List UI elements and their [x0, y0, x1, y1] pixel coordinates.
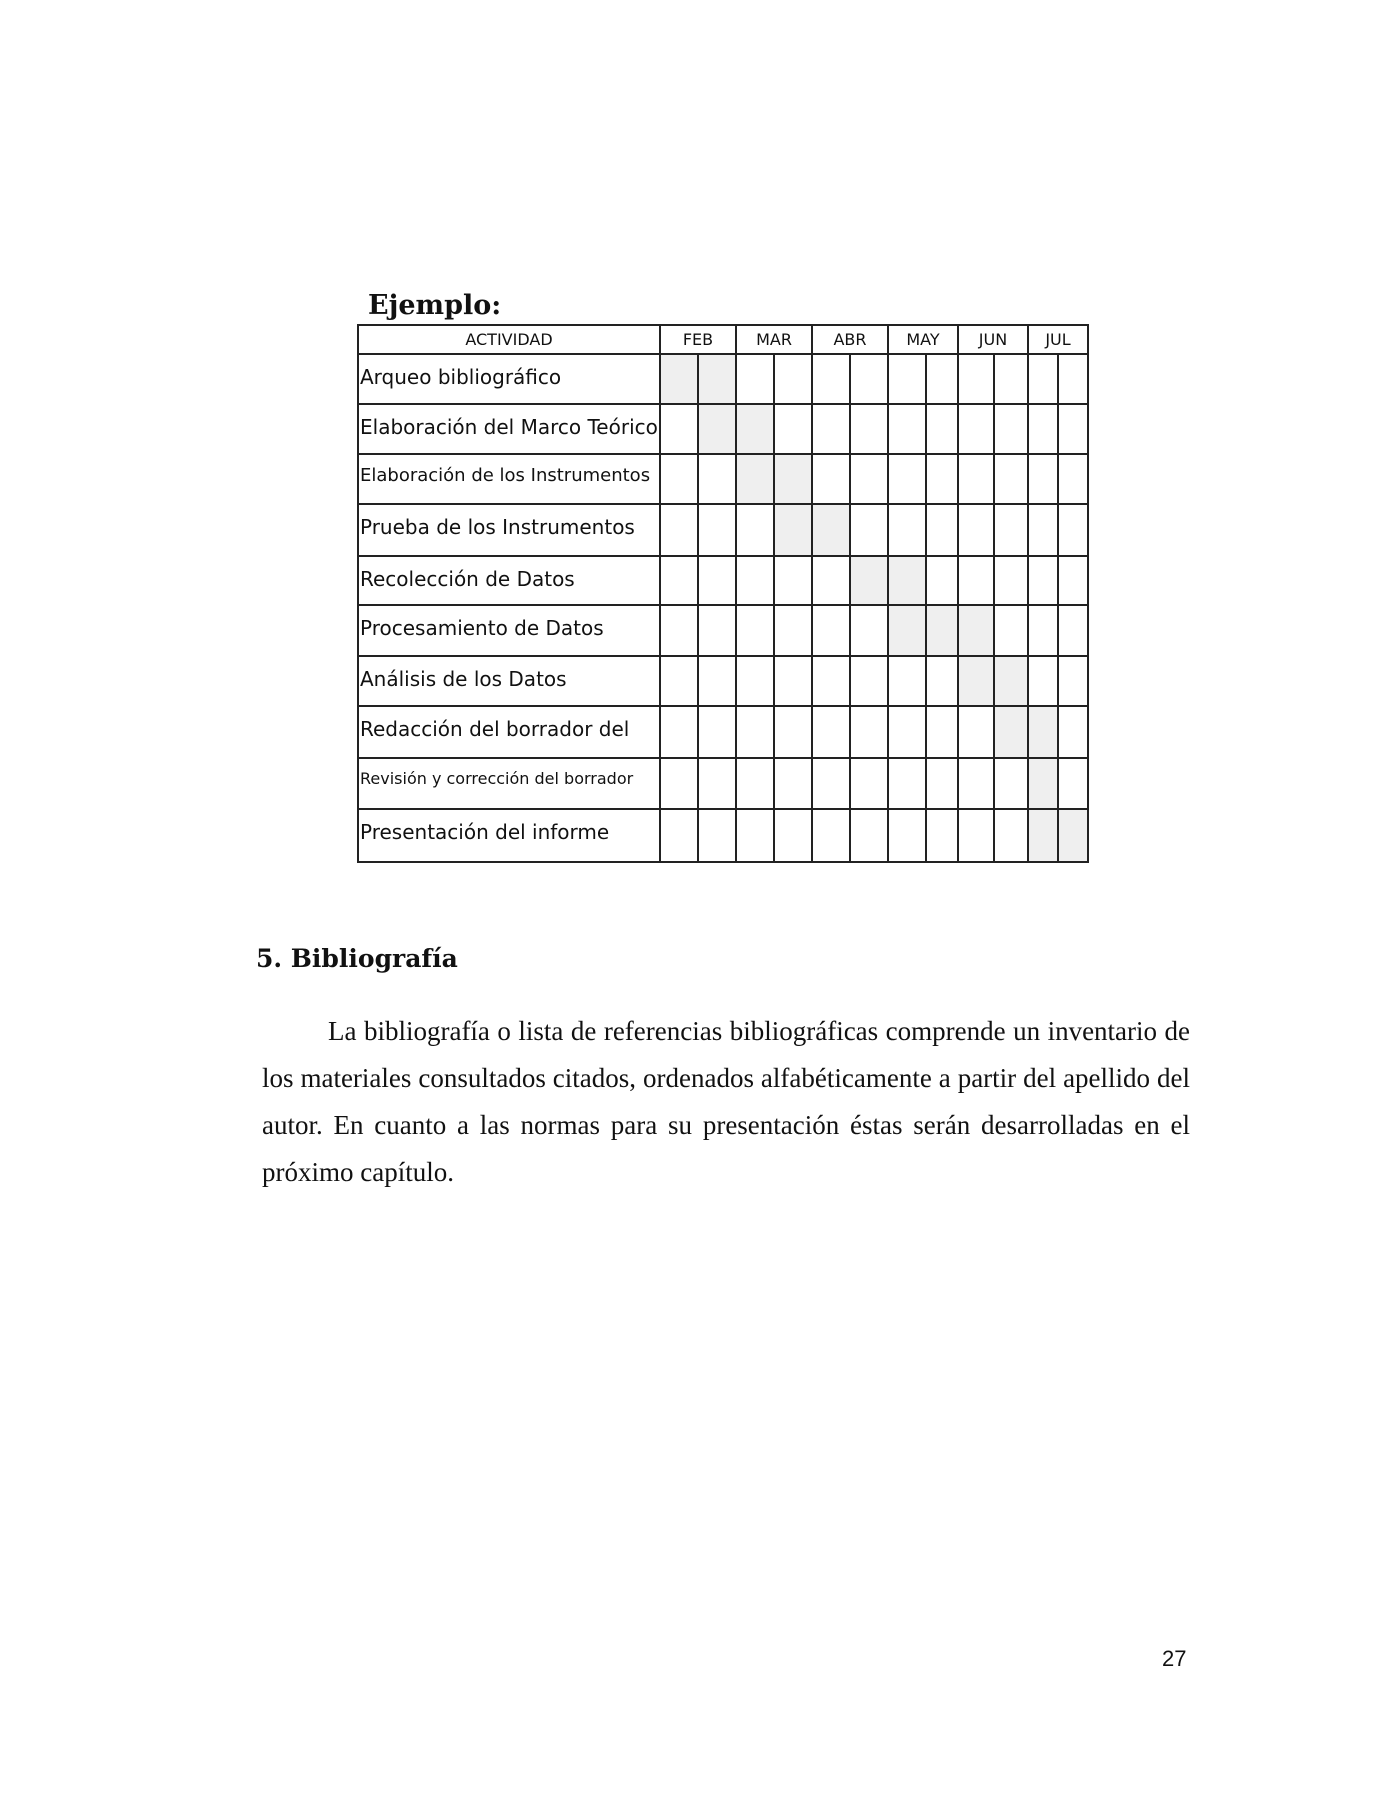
schedule-cell [660, 605, 698, 656]
schedule-cell [888, 706, 926, 758]
schedule-cell [1058, 354, 1088, 404]
schedule-cell [850, 354, 888, 404]
schedule-cell [850, 656, 888, 706]
schedule-cell [1028, 354, 1058, 404]
activity-cell: Arqueo bibliográfico [358, 354, 660, 404]
schedule-cell-active [958, 605, 994, 656]
schedule-cell-active [958, 656, 994, 706]
schedule-cell [958, 404, 994, 454]
activity-cell: Elaboración de los Instrumentos [358, 454, 660, 504]
schedule-cell [1028, 556, 1058, 605]
schedule-cell-active [698, 404, 736, 454]
table-row [358, 504, 1088, 556]
schedule-cell [926, 656, 958, 706]
schedule-cell [1028, 605, 1058, 656]
table-row [358, 556, 1088, 605]
schedule-cell [958, 556, 994, 605]
schedule-cell [888, 656, 926, 706]
activity-cell: Recolección de Datos [358, 556, 660, 605]
schedule-cell [888, 454, 926, 504]
schedule-cell [850, 758, 888, 809]
schedule-cell [1058, 404, 1088, 454]
schedule-cell [1028, 504, 1058, 556]
schedule-cell [660, 758, 698, 809]
schedule-cell-active [1058, 809, 1088, 862]
schedule-cell-active [660, 354, 698, 404]
schedule-cell [812, 454, 850, 504]
body-paragraph [262, 1008, 1190, 1196]
schedule-cell [1058, 706, 1088, 758]
schedule-cell [774, 706, 812, 758]
schedule-cell [994, 758, 1028, 809]
schedule-cell-active [698, 354, 736, 404]
schedule-cell [774, 354, 812, 404]
page-number: 27 [1162, 1646, 1187, 1671]
schedule-cell [736, 809, 774, 862]
schedule-cell-active [888, 605, 926, 656]
table-row [358, 404, 1088, 454]
schedule-cell [994, 504, 1028, 556]
schedule-cell [698, 656, 736, 706]
schedule-cell [774, 656, 812, 706]
schedule-cell [958, 454, 994, 504]
activity-schedule-table [357, 324, 1089, 863]
schedule-cell [1058, 556, 1088, 605]
schedule-cell-active [994, 706, 1028, 758]
schedule-cell [812, 706, 850, 758]
schedule-cell [660, 504, 698, 556]
schedule-cell-active [736, 454, 774, 504]
schedule-cell [736, 556, 774, 605]
table-header-row [358, 325, 1088, 354]
schedule-cell [698, 504, 736, 556]
schedule-cell [660, 454, 698, 504]
schedule-cell [698, 809, 736, 862]
schedule-cell [850, 809, 888, 862]
example-label: Ejemplo: [368, 290, 502, 321]
schedule-cell-active [774, 504, 812, 556]
schedule-cell [1058, 504, 1088, 556]
schedule-cell-active [850, 556, 888, 605]
schedule-cell-active [774, 454, 812, 504]
schedule-cell-active [1028, 706, 1058, 758]
schedule-cell [736, 758, 774, 809]
schedule-cell [850, 404, 888, 454]
schedule-cell [774, 758, 812, 809]
schedule-cell-active [1028, 809, 1058, 862]
schedule-cell [812, 809, 850, 862]
activity-cell: Redacción del borrador del [358, 706, 660, 758]
paragraph-text: La bibliografía o lista de referencias bibliográficas comprende un inventario de los materiales consultados citados, ordenados alfabéticamente a partir del apellido del autor. En cuanto a las normas para su presentación éstas serán desarrolladas en el próximo capítulo. [262, 1016, 1190, 1187]
schedule-cell [736, 706, 774, 758]
schedule-cell [660, 556, 698, 605]
schedule-cell [812, 354, 850, 404]
schedule-cell [926, 454, 958, 504]
schedule-cell [774, 404, 812, 454]
table-row [358, 354, 1088, 404]
activity-cell: Revisión y corrección del borrador [358, 758, 660, 809]
schedule-cell-active [736, 404, 774, 454]
schedule-cell [698, 758, 736, 809]
activity-cell: Procesamiento de Datos [358, 605, 660, 656]
table-row [358, 758, 1088, 809]
schedule-cell [736, 504, 774, 556]
schedule-cell-active [888, 556, 926, 605]
schedule-cell [850, 454, 888, 504]
activity-header: ACTIVIDAD [358, 325, 660, 354]
schedule-cell [812, 605, 850, 656]
schedule-cell [812, 758, 850, 809]
schedule-cell [774, 605, 812, 656]
schedule-cell [958, 504, 994, 556]
month-header-jun: JUN [958, 325, 1028, 354]
schedule-cell [698, 706, 736, 758]
schedule-cell [888, 758, 926, 809]
schedule-cell [1058, 605, 1088, 656]
schedule-cell [736, 354, 774, 404]
schedule-cell [736, 605, 774, 656]
schedule-cell [994, 354, 1028, 404]
schedule-cell [698, 556, 736, 605]
schedule-cell [660, 706, 698, 758]
schedule-cell [888, 404, 926, 454]
schedule-cell [1028, 404, 1058, 454]
schedule-cell [660, 656, 698, 706]
schedule-cell [888, 809, 926, 862]
schedule-cell [850, 605, 888, 656]
schedule-cell [888, 504, 926, 556]
schedule-cell [774, 809, 812, 862]
schedule-cell [958, 809, 994, 862]
schedule-cell [736, 656, 774, 706]
schedule-cell-active [994, 656, 1028, 706]
schedule-cell [774, 556, 812, 605]
schedule-cell [926, 809, 958, 862]
schedule-cell [660, 809, 698, 862]
schedule-cell [958, 354, 994, 404]
schedule-cell [994, 454, 1028, 504]
schedule-cell [812, 656, 850, 706]
schedule-cell [660, 404, 698, 454]
table-body [358, 354, 1088, 862]
activity-cell: Presentación del informe [358, 809, 660, 862]
activity-cell: Elaboración del Marco Teórico [358, 404, 660, 454]
schedule-cell [1058, 454, 1088, 504]
schedule-cell [698, 605, 736, 656]
month-header-mar: MAR [736, 325, 812, 354]
schedule-cell [994, 605, 1028, 656]
table-row [358, 809, 1088, 862]
schedule-cell [888, 354, 926, 404]
schedule-cell [926, 706, 958, 758]
schedule-cell [926, 404, 958, 454]
schedule-cell [1028, 656, 1058, 706]
schedule-cell [1028, 454, 1058, 504]
schedule-cell [926, 354, 958, 404]
schedule-cell [812, 404, 850, 454]
schedule-cell [926, 758, 958, 809]
schedule-cell [698, 454, 736, 504]
table-row [358, 454, 1088, 504]
schedule-cell [994, 404, 1028, 454]
schedule-cell [1058, 656, 1088, 706]
schedule-cell [926, 556, 958, 605]
table-row [358, 605, 1088, 656]
schedule-cell [958, 758, 994, 809]
schedule-cell-active [812, 504, 850, 556]
activity-cell: Análisis de los Datos [358, 656, 660, 706]
table-row [358, 656, 1088, 706]
schedule-cell [812, 556, 850, 605]
month-header-feb: FEB [660, 325, 736, 354]
schedule-cell [926, 504, 958, 556]
schedule-cell [850, 706, 888, 758]
schedule-cell [994, 809, 1028, 862]
schedule-cell-active [926, 605, 958, 656]
schedule-cell-active [1028, 758, 1058, 809]
schedule-cell [850, 504, 888, 556]
activity-cell: Prueba de los Instrumentos [358, 504, 660, 556]
table-row [358, 706, 1088, 758]
month-header-jul: JUL [1028, 325, 1088, 354]
section-title: 5. Bibliografía [256, 944, 458, 973]
month-header-may: MAY [888, 325, 958, 354]
month-header-abr: ABR [812, 325, 888, 354]
schedule-cell [958, 706, 994, 758]
schedule-cell [1058, 758, 1088, 809]
schedule-cell [994, 556, 1028, 605]
